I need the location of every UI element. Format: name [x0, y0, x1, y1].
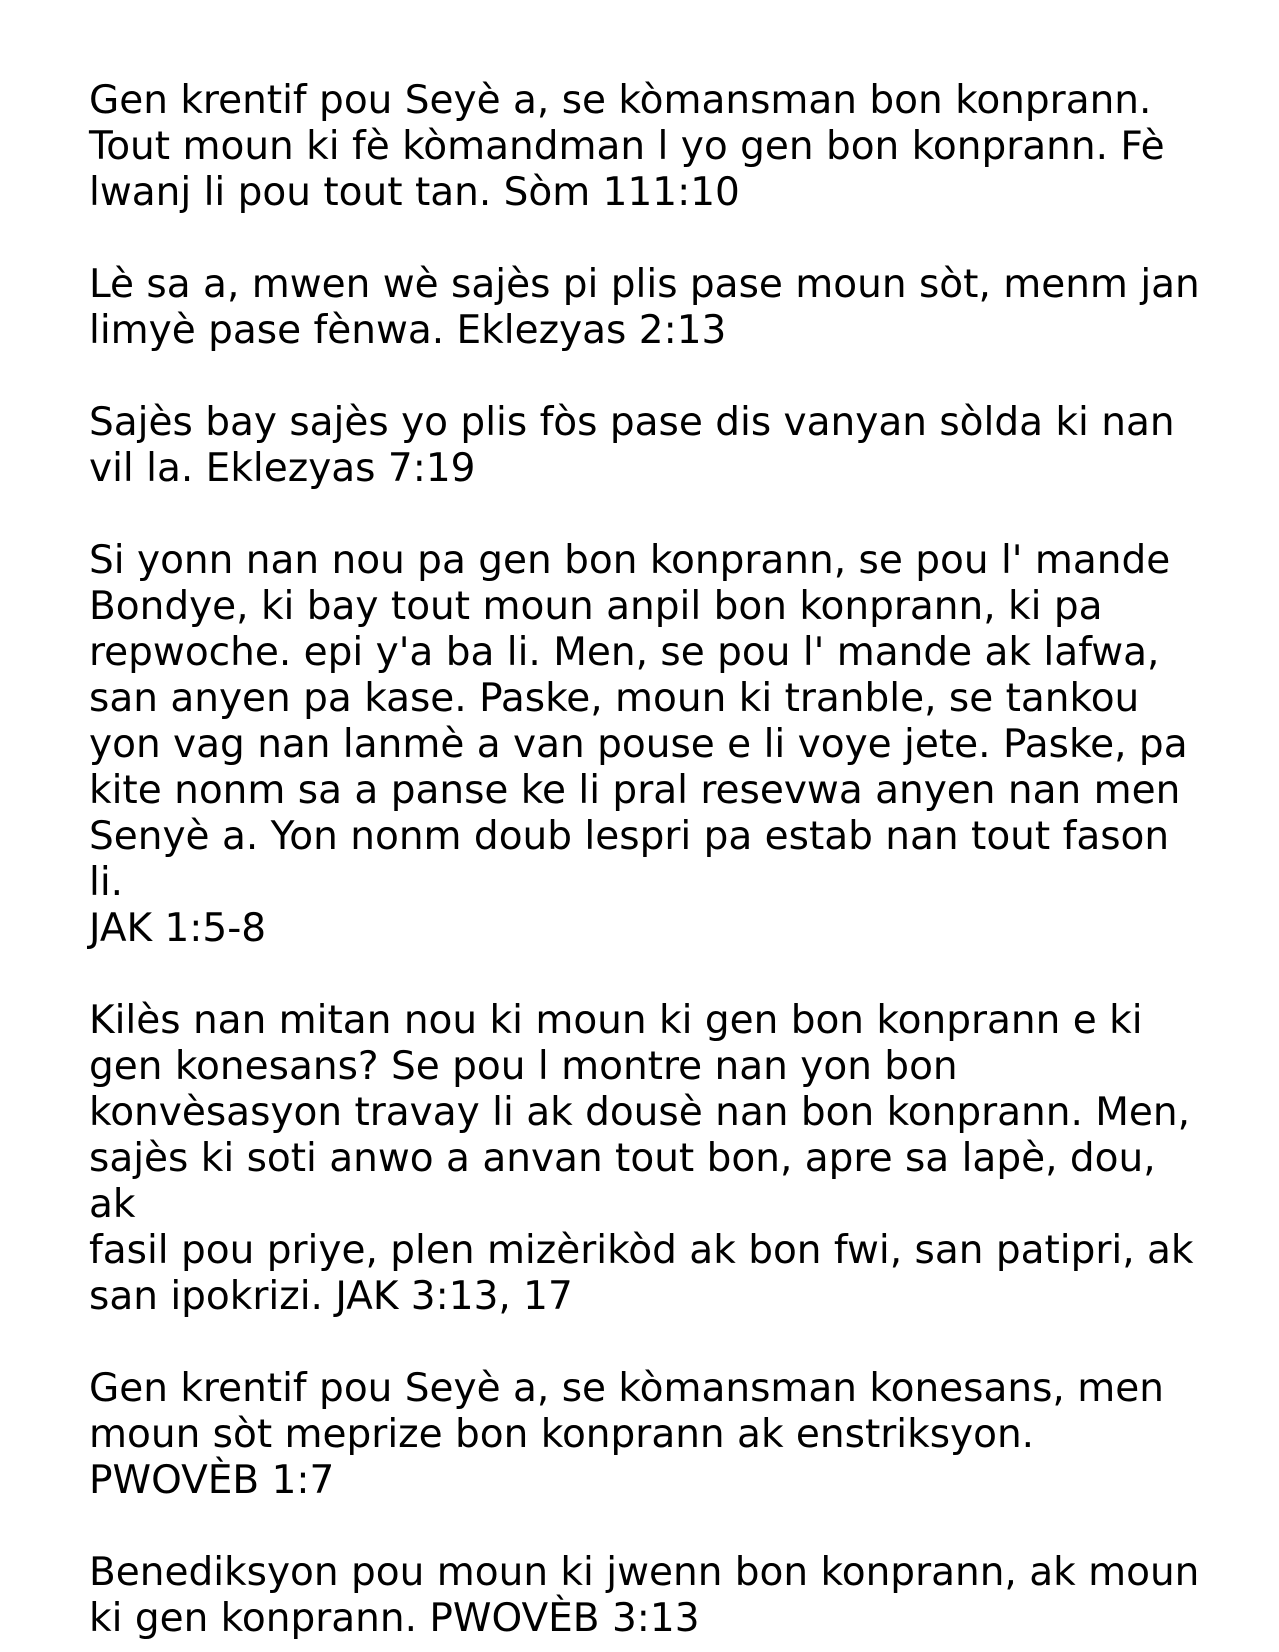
text-line: Gen krentif pou Seyè a, se kòmansman konesans, men: [89, 1366, 1164, 1411]
verse-paragraph: [89, 78, 1209, 216]
text-line: Lè sa a, mwen wè sajès pi plis pase moun sòt, menm jan: [89, 262, 1200, 307]
text-line: lwanj li pou tout tan. Sòm 111:10: [89, 170, 740, 215]
text-line: Gen krentif pou Seyè a, se kòmansman bon konprann.: [89, 78, 1152, 123]
text-line: limyè pase fènwa. Eklezyas 2:13: [89, 308, 727, 353]
verse-paragraph: [89, 262, 1209, 354]
text-line: Senyè a. Yon nonm doub lespri pa estab nan tout fason li.: [89, 814, 1170, 905]
text-line: sajès ki soti anwo a anvan tout bon, apre sa lapè, dou, ak: [89, 1136, 1156, 1227]
text-line: san anyen pa kase. Paske, moun ki tranble, se tankou: [89, 676, 1140, 721]
text-line: Tout moun ki fè kòmandman l yo gen bon konprann. Fè: [89, 124, 1165, 169]
text-line: repwoche. epi y'a ba li. Men, se pou l' mande ak lafwa,: [89, 630, 1160, 675]
document-page: [89, 78, 1209, 1642]
verse-paragraph: [89, 1366, 1209, 1504]
verse-paragraph: [89, 998, 1209, 1320]
verse-paragraph: [89, 400, 1209, 492]
text-line: Sajès bay sajès yo plis fòs pase dis vanyan sòlda ki nan: [89, 400, 1175, 445]
text-line: gen konesans? Se pou l montre nan yon bon: [89, 1044, 958, 1089]
text-line: san ipokrizi. JAK 3:13, 17: [89, 1274, 573, 1319]
text-line: moun sòt meprize bon konprann ak enstriksyon.: [89, 1412, 1035, 1457]
text-line: yon vag nan lanmè a van pouse e li voye jete. Paske, pa: [89, 722, 1188, 767]
text-line: Benediksyon pou moun ki jwenn bon konprann, ak moun: [89, 1550, 1200, 1595]
text-line: Bondye, ki bay tout moun anpil bon konprann, ki pa: [89, 584, 1103, 629]
text-line: JAK 1:5-8: [89, 906, 267, 951]
text-line: konvèsasyon travay li ak dousè nan bon konprann. Men,: [89, 1090, 1191, 1135]
text-line: Si yonn nan nou pa gen bon konprann, se pou l' mande: [89, 538, 1171, 583]
text-line: ki gen konprann. PWOVÈB 3:13: [89, 1596, 700, 1641]
text-line: vil la. Eklezyas 7:19: [89, 446, 476, 491]
text-line: PWOVÈB 1:7: [89, 1458, 335, 1503]
text-line: kite nonm sa a panse ke li pral resevwa anyen nan men: [89, 768, 1181, 813]
verse-paragraph: [89, 538, 1209, 952]
text-line: Kilès nan mitan nou ki moun ki gen bon konprann e ki: [89, 998, 1143, 1043]
text-line: fasil pou priye, plen mizèrikòd ak bon fwi, san patipri, ak: [89, 1228, 1194, 1273]
verse-paragraph: [89, 1550, 1209, 1642]
